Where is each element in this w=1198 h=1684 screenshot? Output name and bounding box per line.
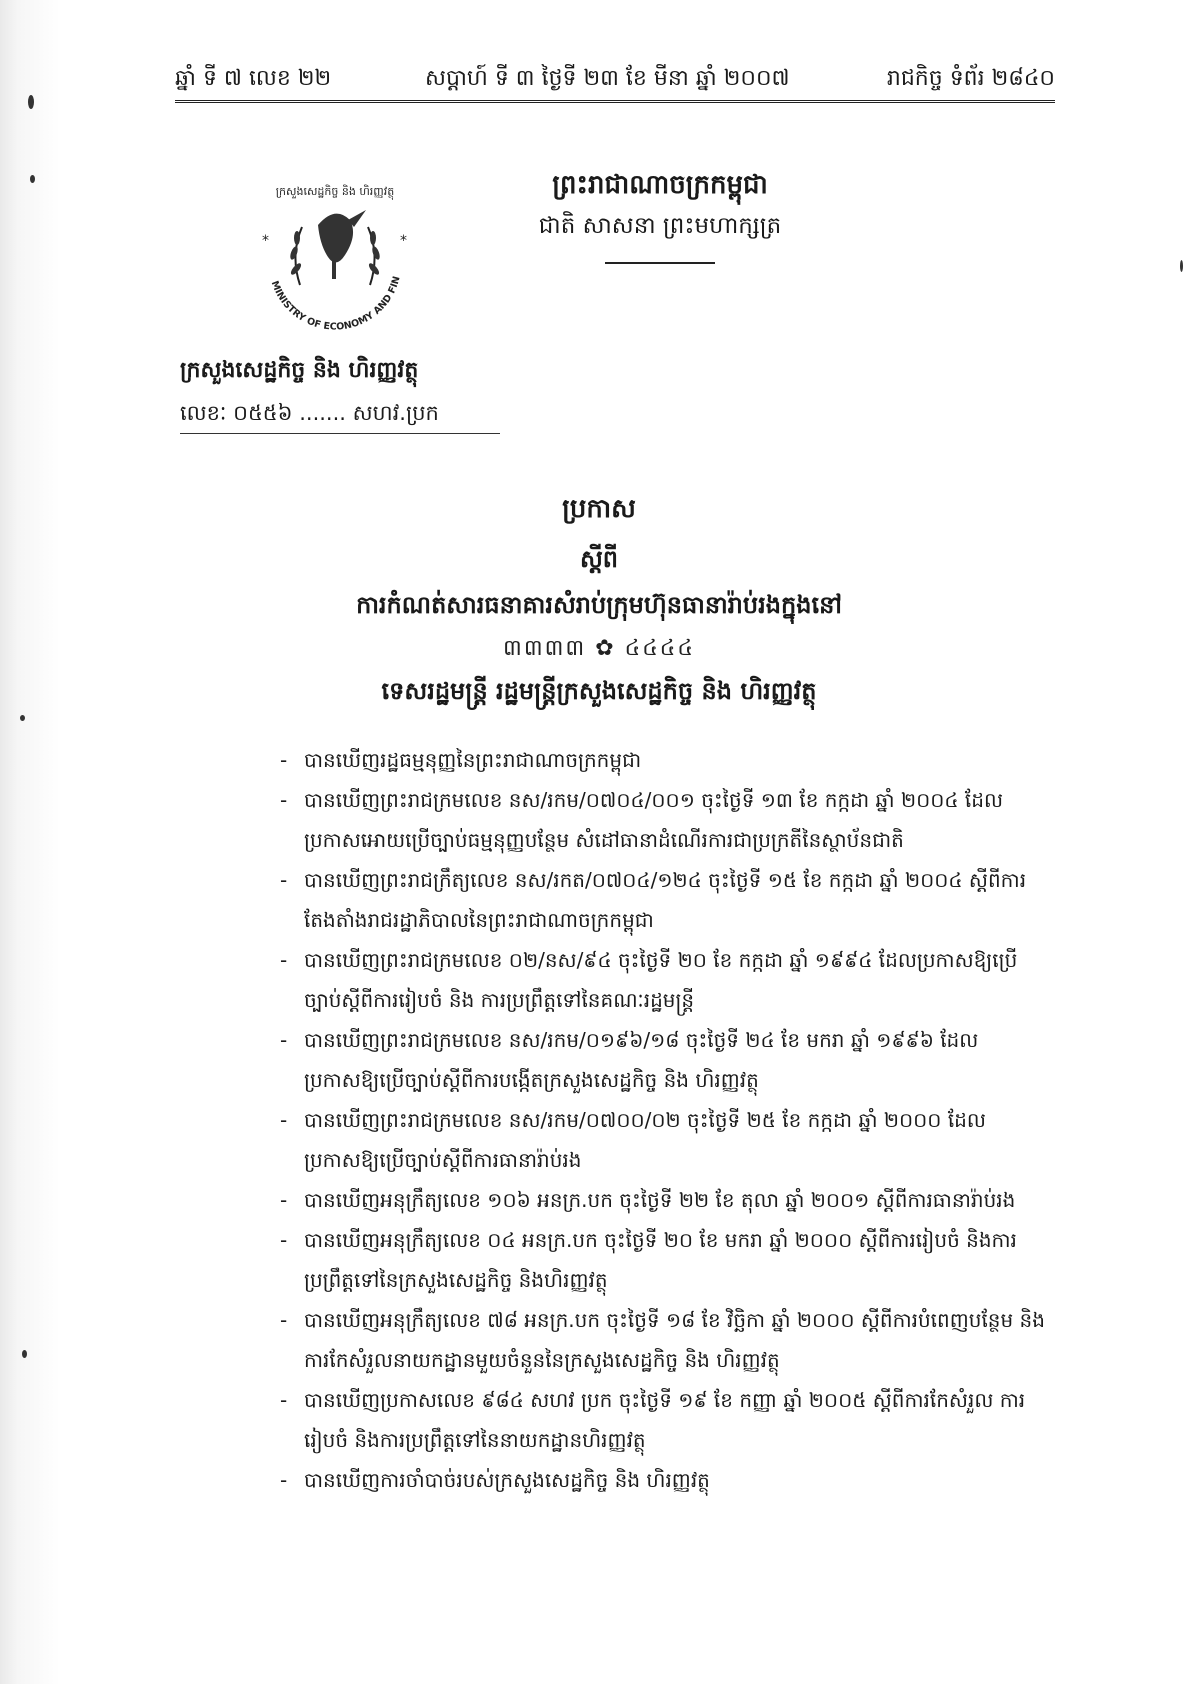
seal-khmer-text: ក្រសួងសេដ្ឋកិច្ច និង ហិរញ្ញវត្ថុ [275,185,395,198]
list-item: - បានឃើញព្រះរាជក្រមលេខ នស/រកម/០១៩៦/១៨ ចុះថ្ងៃទី ២៤ ខែ មករា ឆ្នាំ ១៩៩៦ ដែល ប្រកាសឱ្យប្រើច្បាប់ស្តីពីការបង្កើតក្រសួងសេដ្ឋកិច្ច និង ហិរញ្ញវត្ថុ [280,1020,1060,1100]
gazette-header [175,64,1055,104]
list-item: - បានឃើញអនុក្រឹត្យលេខ ១០៦ អនក្រ.បក ចុះថ្ងៃទី ២២ ខែ តុលា ឆ្នាំ ២០០១ ស្តីពីការធានារ៉ាប់រង [280,1180,1060,1220]
scan-speck [22,1350,27,1358]
kingdom-title: ព្រះរាជាណាចក្រកម្ពុជា [552,170,768,200]
issuing-authority: ទេសរដ្ឋមន្ត្រី រដ្ឋមន្ត្រីក្រសួងសេដ្ឋកិច្ច និង ហិរញ្ញវត្ថុ [381,677,817,705]
svg-text:*: * [400,233,407,249]
list-item: - បានឃើញប្រកាសលេខ ៩៨៤ សហវ ប្រក ចុះថ្ងៃទី ១៩ ខែ កញ្ញា ឆ្នាំ ២០០៥ ស្តីពីការកែសំរួល ការរៀបចំ និងការប្រព្រឹត្តទៅនៃនាយកដ្ឋានហិរញ្ញវត្ថុ [280,1380,1060,1460]
scan-shadow-edge [0,0,60,1684]
list-item: - បានឃើញព្រះរាជក្រមលេខ ០២/នស/៩៤ ចុះថ្ងៃទី ២០ ខែ កក្កដា ឆ្នាំ ១៩៩៤ ដែលប្រកាសឱ្យប្រើ ច្បាប់ស្តីពីការរៀបចំ និង ការប្រព្រឹត្តទៅនៃគណៈរដ្ឋមន្ត្រី [280,940,1060,1020]
ministry-seal-icon [240,165,430,355]
reference-number: លេខៈ ០៥៥៦ ....... សហវ.ប្រក [180,400,500,434]
list-item: - បានឃើញព្រះរាជក្រមលេខ នស/រកម/០៧០០/០២ ចុះថ្ងៃទី ២៥ ខែ កក្កដា ឆ្នាំ ២០០០ ដែល ប្រកាសឱ្យប្រើច្បាប់ស្តីពីការធានារ៉ាប់រង [280,1100,1060,1180]
ministry-name: ក្រសួងសេដ្ឋកិច្ច និង ហិរញ្ញវត្ថុ [180,358,419,383]
gazette-page: រាជកិច្ច ទំព័រ ២៨៤០ [886,66,1055,91]
about-label: ស្តីពី [579,545,619,573]
gazette-issue: ឆ្នាំ ទី ៧ លេខ ២២ [175,66,332,91]
gazette-date: សប្តាហ៍ ទី ៣ ថ្ងៃទី ២៣ ខែ មីនា ឆ្នាំ ២០០៧ [425,66,790,91]
national-motto: ជាតិ សាសនា ព្រះមហាក្សត្រ [538,213,782,239]
document-subject: ការកំណត់សារធនាគារសំរាប់ក្រុមហ៊ុនធានារ៉ាប់រងក្នុងនៅ [356,591,842,619]
ornament-divider: ៣៣៣៣ ✿ ៤៤៤៤ [503,636,695,661]
list-item: - បានឃើញព្រះរាជក្រឹត្យលេខ នស/រកត/០៧០៤/១២៤ ចុះថ្ងៃទី ១៥ ខែ កក្កដា ឆ្នាំ ២០០៤ ស្តីពីការ តែងតាំងរាជរដ្ឋាភិបាលនៃព្រះរាជាណាចក្រកម្ពុជា [280,860,1060,940]
list-item: - បានឃើញរដ្ឋធម្មនុញ្ញនៃព្រះរាជាណាចក្រកម្ពុជា [280,740,1060,780]
list-item: - បានឃើញអនុក្រឹត្យលេខ ០៤ អនក្រ.បក ចុះថ្ងៃទី ២០ ខែ មករា ឆ្នាំ ២០០០ ស្តីពីការរៀបចំ និងការ ប្រព្រឹត្តទៅនៃក្រសួងសេដ្ឋកិច្ច និងហិរញ្ញវត្ថុ [280,1220,1060,1300]
document-type: ប្រកាស [562,494,636,524]
scan-speck [20,715,25,721]
scan-speck [28,95,34,109]
list-item: - បានឃើញអនុក្រឹត្យលេខ ៧៨ អនក្រ.បក ចុះថ្ងៃទី ១៨ ខែ វិច្ឆិកា ឆ្នាំ ២០០០ ស្តីពីការបំពេញបន្ថែម និង ការកែសំរួលនាយកដ្ឋានមួយចំនួននៃក្រសួងសេដ្ឋកិច្ច និង ហិរញ្ញវត្ថុ [280,1300,1060,1380]
header-rule [175,100,1055,103]
motto-rule [605,262,715,264]
scan-speck [1180,260,1183,272]
legal-considerations-list [280,740,1060,1500]
list-item: - បានឃើញការចាំបាច់របស់ក្រសួងសេដ្ឋកិច្ច និង ហិរញ្ញវត្ថុ [280,1460,1060,1500]
svg-text:*: * [262,233,269,249]
list-item: - បានឃើញព្រះរាជក្រមលេខ នស/រកម/០៧០៤/០០១ ចុះថ្ងៃទី ១៣ ខែ កក្កដា ឆ្នាំ ២០០៤ ដែល ប្រកាសអោយប្រើច្បាប់ធម្មនុញ្ញបន្ថែម សំដៅធានាដំណើរការជាប្រក្រតីនៃស្ថាប័នជាតិ [280,780,1060,860]
scan-speck [30,175,35,183]
seal-text: MINISTRY OF ECONOMY AND FIN [268,275,403,333]
